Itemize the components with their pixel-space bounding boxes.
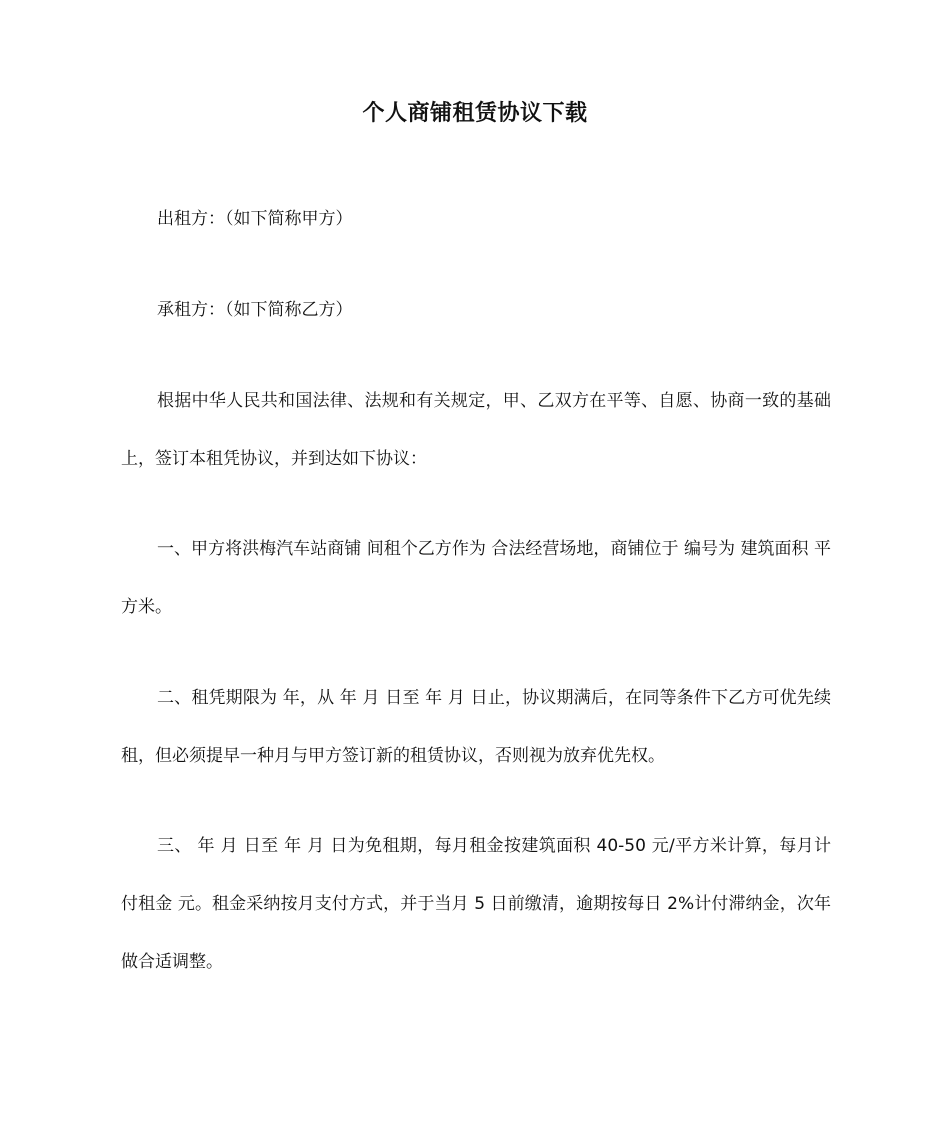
clause-one-paragraph: 一、甲方将洪梅汽车站商铺 间租个乙方作为 合法经营场地，商铺位于 编号为 建筑面积 平方米。 bbox=[121, 539, 831, 617]
lessee-line: 承租方：（如下简称乙方） bbox=[157, 300, 353, 320]
clause-three-paragraph: 三、 年 月 日至 年 月 日为免租期，每月租金按建筑面积 40-50 元/平方米计算，每月计付租金 元。租金采纳按月支付方式，并于当月 5 日前缴清，逾期按每日 2%计付滞纳金，次年做合适调整。 bbox=[121, 836, 831, 972]
document-title: 个人商铺租赁协议下载 bbox=[362, 101, 588, 126]
clause-two-paragraph: 二、租凭期限为 年，从 年 月 日至 年 月 日止，协议期满后，在同等条件下乙方可优先续租，但必须提早一种月与甲方签订新的租赁协议，否则视为放弃优先权。 bbox=[121, 688, 831, 766]
lessor-line: 出租方：（如下简称甲方） bbox=[157, 209, 353, 229]
agreement-basis-paragraph: 根据中华人民共和国法律、法规和有关规定，甲、乙双方在平等、自愿、协商一致的基础上，签订本租凭协议，并到达如下协议： bbox=[121, 391, 831, 469]
